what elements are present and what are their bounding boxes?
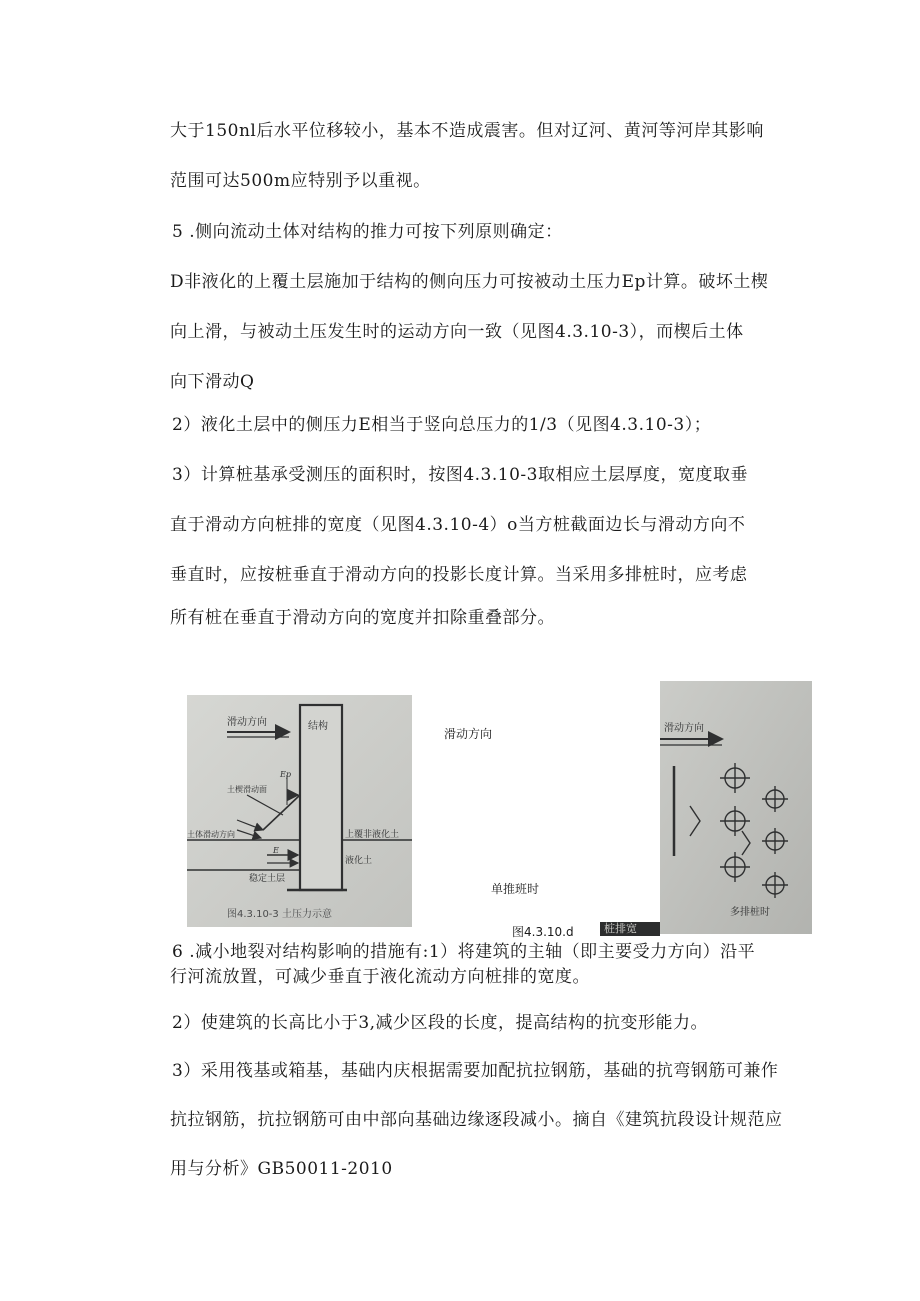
label-ep: Ep	[280, 770, 291, 779]
paragraph-line: 2）液化土层中的侧压力E相当于竖向总压力的1/3（见图4.3.10-3）；	[172, 415, 712, 435]
soil-pressure-diagram	[187, 695, 412, 927]
section-heading: 5 .侧向流动土体对结构的推力可按下列原则确定：	[172, 222, 563, 242]
paragraph-line: 向上滑，与被动土压发生时的运动方向一致（见图4.3.10-3），而楔后土体	[170, 322, 744, 342]
label-structure: 结构	[308, 721, 328, 732]
label-e: E	[273, 846, 279, 855]
paragraph-line: 大于150nl后水平位移较小，基本不造成震害。但对辽河、黄河等河岸其影响	[170, 121, 764, 141]
figure-caption-middle: 图4.3.10.d	[512, 925, 574, 939]
label-soil-flow-direction: 土体滑动方向	[187, 830, 235, 839]
label-wedge-surface: 土楔滑动面	[227, 785, 267, 794]
section-heading: 6 .减小地裂对结构影响的措施有:1）将建筑的主轴（即主要受力方向）沿平	[172, 942, 756, 962]
caption-fragment: 桩排宽	[604, 922, 637, 935]
paragraph-line: 直于滑动方向桩排的宽度（见图4.3.10-4）o当方桩截面边长与滑动方向不	[170, 515, 746, 535]
paragraph-line: 垂直时，应按桩垂直于滑动方向的投影长度计算。当采用多排桩时，应考虑	[170, 565, 748, 585]
multi-row-pile-diagram	[660, 681, 812, 934]
paragraph-line: 抗拉钢筋，抗拉钢筋可由中部向基础边缘逐段减小。摘自《建筑抗段设计规范应	[170, 1110, 783, 1130]
figure-soil-pressure-photo	[187, 695, 412, 927]
figure-caption-strip	[600, 922, 660, 936]
paragraph-line: 行河流放置，可减少垂直于液化流动方向桩排的宽度。	[170, 967, 590, 987]
label-liquefied: 液化土	[345, 856, 373, 866]
paragraph-line: 所有桩在垂直于滑动方向的宽度并扣除重叠部分。	[170, 608, 555, 628]
label-slide-direction-right: 滑动方向	[664, 723, 704, 734]
label-slide-direction: 滑动方向	[227, 717, 267, 728]
paragraph-line: 3）采用筏基或箱基，基础内庆根据需要加配抗拉钢筋，基础的抗弯钢筋可兼作	[172, 1061, 779, 1081]
label-single-row: 单推班时	[491, 882, 540, 896]
paragraph-line: 3）计算桩基承受测压的面积时，按图4.3.10-3取相应土层厚度，宽度取垂	[172, 465, 748, 485]
paragraph-line: 用与分析》GB50011-2010	[170, 1159, 393, 1179]
label-upper-non-liquefied: 上覆非液化土	[345, 830, 400, 840]
paragraph-line: 范围可达500m应特别予以重视。	[170, 171, 431, 191]
paragraph-line: 2）使建筑的长高比小于3,减少区段的长度，提高结构的抗变形能力。	[172, 1013, 709, 1033]
paragraph-line: D非液化的上覆土层施加于结构的侧向压力可按被动土压力Ep计算。破坏土楔	[170, 272, 769, 292]
figure-caption: 图4.3.10-3 土压力示意	[227, 909, 332, 920]
label-multi-row: 多排桩时	[730, 907, 770, 918]
figure-multi-row-photo	[660, 681, 812, 934]
paragraph-line: 向下滑动Q	[170, 372, 255, 392]
label-stable-layer: 稳定土层	[249, 874, 286, 884]
label-slide-direction-middle: 滑动方向	[444, 727, 493, 741]
